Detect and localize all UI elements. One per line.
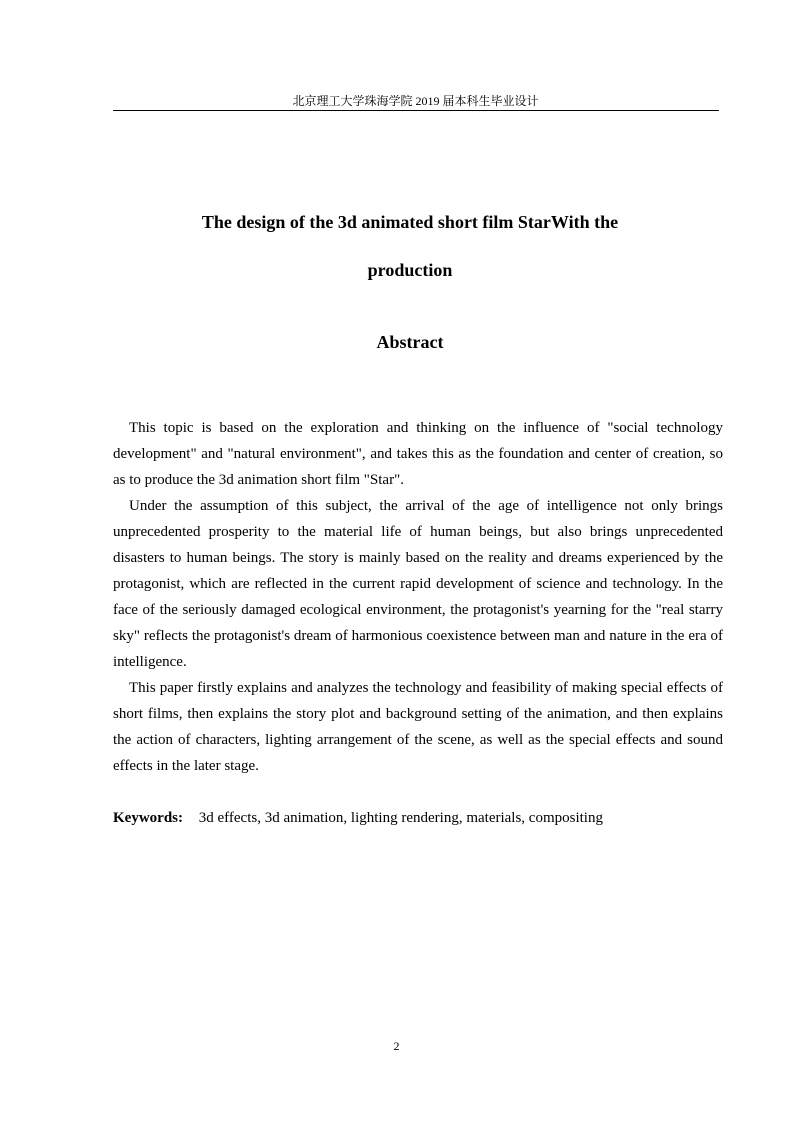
page-number: 2 xyxy=(393,1039,400,1053)
header-divider xyxy=(113,110,719,111)
abstract-paragraph: This paper firstly explains and analyzes the technology and feasibility of making special effects of short films, then explains the story plot and background setting of the animation, and then explains the action of characters, lighting arrangement of the scene, as well as the special effects and sound effects in the later stage. xyxy=(113,680,723,774)
running-header: 北京理工大学珠海学院 2019 届本科生毕业设计 xyxy=(292,94,539,108)
abstract-heading: Abstract xyxy=(376,332,444,352)
thesis-title-line-2: production xyxy=(367,260,453,280)
abstract-body xyxy=(113,415,723,779)
thesis-title-line-1: The design of the 3d animated short film StarWith the xyxy=(201,212,619,232)
abstract-paragraph: Under the assumption of this subject, the arrival of the age of intelligence not only brings unprecedented prosperity to the material life of human beings, but also brings unprecedented disasters to human beings. The story is mainly based on the reality and dreams experienced by the protagonist, which are reflected in the current rapid development of science and technology. In the face of the seriously damaged ecological environment, the protagonist's yearning for the "real starry sky" reflects the protagonist's dream of harmonious coexistence between man and nature in the era of intelligence. xyxy=(113,498,723,670)
thesis-title xyxy=(182,198,638,294)
keywords-line xyxy=(113,806,723,830)
abstract-paragraph: This topic is based on the exploration and thinking on the influence of "social technology development" and "natural environment", and takes this as the foundation and center of creation, so as to produce the 3d animation short film "Star". xyxy=(113,420,723,488)
keywords-value: 3d effects, 3d animation, lighting rendering, materials, compositing xyxy=(198,810,603,826)
keywords-label: Keywords: xyxy=(113,810,183,826)
